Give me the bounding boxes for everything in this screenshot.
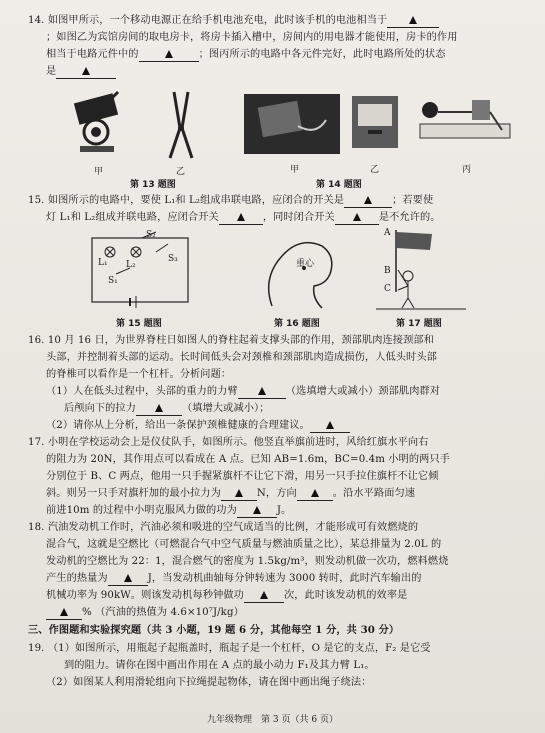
q19-line3: （2）如图某人利用滑轮组向下拉绳提起物体，请在图中画出绳子绕法：	[46, 677, 372, 688]
question-16	[28, 332, 531, 434]
answer-blank[interactable]	[136, 403, 182, 416]
question-15	[28, 192, 531, 226]
answer-blank[interactable]	[237, 505, 277, 518]
answer-blank[interactable]	[56, 66, 116, 79]
q18-line1: 18. 汽油发动机工作时，汽油必须和吸进的空气成适当的比例，才能形成可有效燃烧的	[28, 522, 419, 533]
answer-blank[interactable]	[221, 488, 257, 501]
figure-16-drawing	[252, 228, 342, 312]
q17-line2: 的阻力为 20N，其作用点可以看成在 A 点。已知 AB=1.6m，BC=0.4m 小明的两只手	[46, 454, 451, 465]
q17-line3: 分别位于 B、C 两点，他用一只手握紧旗杆不让它下滑，用另一只手拉住旗杆不让它倾	[46, 471, 439, 482]
triangle-icon	[155, 404, 163, 412]
q16-line4b: （选填增大或减小）颈部肌肉群对	[285, 386, 441, 397]
q14-line3b: ；图丙所示的电路中各元件完好，此时电路所处的状态	[198, 49, 446, 60]
q17-line5b: J。	[276, 505, 292, 516]
answer-blank[interactable]	[344, 195, 392, 208]
triangle-icon	[260, 591, 268, 599]
triangle-icon	[253, 506, 261, 514]
q19-line1: 19. （1）如图所示，用瓶起子起瓶盖时，瓶起子是一个杠杆，O 是它的支点，F₂ 是它受	[28, 643, 431, 654]
q17-line4: 斜。则另一只手对旗杆加的最小拉力为	[46, 488, 221, 499]
point-c-label: C	[384, 284, 391, 294]
switch-s3-label: S₃	[168, 254, 178, 264]
q18-line5b: 次，此时该发动机的效率是	[283, 590, 408, 601]
lamp-l2-label: L₂	[126, 260, 136, 270]
q17-line1: 17. 小明在学校运动会上是仪仗队手，如图所示。他竖直举旗前进时，风给红旗水平向右	[28, 437, 429, 448]
q19-line2: 到的阻力。请你在图中画出作用在 A 点的最小动力 F₁及其力臂 L₁。	[64, 660, 375, 671]
q15-line1b: ；若要使	[392, 195, 434, 206]
q14-line2: ；如图乙为宾馆房间的取电房卡，将房卡插入槽中，房间内的用电器才能使用，房卡的作用	[46, 32, 458, 43]
figure-13-label-b: 乙	[176, 167, 186, 177]
question-18	[28, 519, 531, 621]
triangle-icon	[326, 421, 334, 429]
triangle-icon	[124, 574, 132, 582]
switch-s1-label: S₁	[108, 276, 118, 286]
figure-16-caption: 第 16 题图	[274, 319, 320, 329]
answer-blank[interactable]	[244, 590, 284, 603]
q15-line2c: 是不允许的。	[378, 212, 441, 223]
figure-14-label-b: 乙	[370, 165, 380, 175]
point-b-label: B	[384, 266, 391, 276]
figure-15	[86, 230, 196, 310]
q14-line4: 是	[46, 66, 57, 77]
q14-line1: 14. 如图甲所示，一个移动电源正在给手机电池充电，此时该手机的电池相当于	[28, 15, 388, 26]
question-17	[28, 434, 531, 519]
center-of-gravity-label: 重心	[296, 259, 315, 269]
q18-line3: 发动机的空燃比为 22：1，混合燃气的密度为 1.5kg/m³，则发动机做一次功，燃料燃烧	[46, 556, 449, 567]
figure-14-drawing	[240, 90, 520, 162]
triangle-icon	[353, 213, 361, 221]
q18-line5: 机械功率为 90kW。则该发动机每秒钟做功	[46, 590, 244, 601]
answer-blank[interactable]	[297, 488, 333, 501]
figure-13-drawing	[70, 88, 220, 164]
lamp-l1-label: L₁	[98, 258, 108, 268]
figure-17	[376, 226, 466, 312]
figure-14	[240, 90, 520, 176]
q15-line2b: ，同时闭合开关	[262, 212, 335, 223]
q15-line1: 15. 如图所示的电路中，要使 L₁和 L₂组成串联电路，应闭合的开关是	[28, 195, 345, 206]
answer-blank[interactable]	[139, 49, 199, 62]
answer-blank[interactable]	[310, 420, 350, 433]
triangle-icon	[82, 67, 90, 75]
figure-16	[252, 228, 342, 314]
answer-blank[interactable]	[219, 212, 263, 225]
figure-13-label-a: 甲	[94, 167, 104, 177]
q17-line4c: 。沿水平路面匀速	[332, 488, 416, 499]
q16-line2: 头部，并控制着头部的运动。长时间低头会对颈椎和颈部肌肉造成损伤，人低头时头部	[46, 352, 437, 363]
answer-blank[interactable]	[108, 573, 148, 586]
figure-14-caption: 第 14 题图	[316, 180, 362, 190]
q18-line4: 产生的热量为	[46, 573, 108, 584]
question-19	[28, 640, 531, 691]
answer-blank[interactable]	[335, 212, 379, 225]
figure-15-caption: 第 15 题图	[116, 319, 162, 329]
q16-line5: 后颅向下的拉力	[64, 403, 137, 414]
q16-line3: 的脊椎可以看作是一个杠杆。分析问题：	[46, 369, 232, 380]
q18-line4b: J，当发动机曲轴每分钟转速为 3000 转时，此时汽车输出的	[147, 573, 422, 584]
triangle-icon	[311, 489, 319, 497]
triangle-icon	[237, 213, 245, 221]
figure-14-label-a: 甲	[290, 165, 300, 175]
q16-line6: （2）请你从上分析，给出一条保护颈椎健康的合理建议。	[46, 420, 310, 431]
answer-blank[interactable]	[46, 607, 82, 620]
question-14	[28, 12, 531, 80]
q15-line2: 灯 L₁和 L₂组成并联电路，应闭合开关	[46, 212, 219, 223]
figure-13-caption: 第 13 题图	[130, 180, 176, 190]
q16-line5b: （填增大或减小）；	[182, 403, 270, 414]
q17-line4b: N，方向	[256, 488, 297, 499]
figure-13	[70, 88, 220, 178]
answer-blank[interactable]	[238, 386, 286, 399]
triangle-icon	[364, 196, 372, 204]
figure-17-caption: 第 17 题图	[396, 319, 442, 329]
figure-14-label-c: 丙	[462, 165, 472, 175]
triangle-icon	[235, 489, 243, 497]
triangle-icon	[165, 50, 173, 58]
q16-line4: （1）人在低头过程中，头部的重力的力臂	[46, 386, 238, 397]
switch-s2-label: S₂	[146, 230, 156, 240]
q17-line5: 前进10m 的过程中小明克服风力做的功为	[46, 505, 237, 516]
q16-line1: 16. 10 月 16 日，为世界脊柱日如图人的脊柱起着支撑头部的作用，颈部肌肉连接颈部和	[28, 335, 434, 346]
triangle-icon	[258, 387, 266, 395]
section-3-title	[28, 622, 531, 639]
answer-blank[interactable]	[387, 15, 439, 28]
triangle-icon	[60, 608, 68, 616]
section-3-heading: 三、作图题和实验探究题（共 3 小题，19 题 6 分，其他每空 1 分，共 30 分）	[28, 624, 400, 636]
q18-line2: 混合气，这就是空燃比（可燃混合气中空气质量与燃油质量之比），某总排量为 2.0L 的	[46, 539, 442, 550]
q14-line3: 相当于电路元件中的	[46, 49, 139, 60]
q18-line6: % （汽油的热值为 4.6×10⁷J/kg）	[82, 607, 244, 618]
point-a-label: A	[384, 228, 391, 238]
page-footer: 九年级物理 第 3 页（共 6 页）	[207, 715, 338, 725]
figure-15-drawing	[86, 230, 196, 308]
triangle-icon	[409, 16, 417, 24]
